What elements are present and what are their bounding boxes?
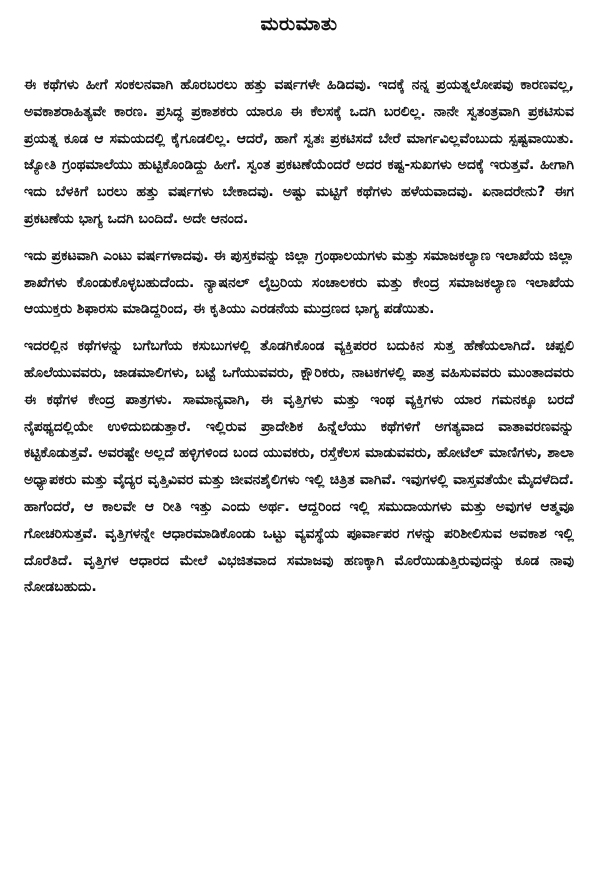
paragraph-1: ಈ ಕಥೆಗಳು ಹೀಗೆ ಸಂಕಲನವಾಗಿ ಹೊರಬರಲು ಹತ್ತು ವರ್ಷಗಳೇ ಹಿಡಿದವು. ಇದಕ್ಕೆ ನನ್ನ ಪ್ರಯತ್ನಲೋಪವು ಕಾರಣವಲ್ಲ, ಅವಕಾಶರಾಹಿತ್ಯವೇ ಕಾರಣ. ಪ್ರಸಿದ್ಧ ಪ್ರಕಾಶಕರು ಯಾರೂ ಈ ಕೆಲಸಕ್ಕೆ ಒದಗಿ ಬರಲಿಲ್ಲ. ನಾನೇ ಸ್ವತಂತ್ರವಾಗಿ ಪ್ರಕಟಿಸುವ ಪ್ರಯತ್ನ ಕೂಡ ಆ ಸಮಯದಲ್ಲಿ ಕೈಗೂಡಲಿಲ್ಲ. ಆದರೆ, ಹಾಗೆ ಸ್ವತಃ ಪ್ರಕಟಿಸದೆ ಬೇರೆ ಮಾರ್ಗವಿಲ್ಲವೆಂಬುದು ಸ್ಪಷ್ಟವಾಯಿತು. ಜ್ಯೋತಿ ಗ್ರಂಥಮಾಲೆಯು ಹುಟ್ಟಿಕೊಂಡಿದ್ದು ಹೀಗೆ. ಸ್ವಂತ ಪ್ರಕಟಣೆಯೆಂದರೆ ಅದರ ಕಷ್ಟ-ಸುಖಗಳು ಅದಕ್ಕೆ ಇರುತ್ತವೆ. ಹೀಗಾಗಿ ಇದು ಬೆಳಕಿಗೆ ಬರಲು ಹತ್ತು ವರ್ಷಗಳು ಬೇಕಾದವು. ಅಷ್ಟು ಮಟ್ಟಿಗೆ ಕಥೆಗಳು ಹಳೆಯವಾದವು. ಏನಾದರೇನು? ಈಗ ಪ್ರಕಟಣೆಯ ಭಾಗ್ಯ ಒದಗಿ ಬಂದಿದೆ. ಅದೇ ಆನಂದ. — [24, 77, 574, 227]
page-title: ಮರುಮಾತು — [260, 13, 338, 35]
paragraph-2: ಇದು ಪ್ರಕಟವಾಗಿ ಎಂಟು ವರ್ಷಗಳಾದವು. ಈ ಪುಸ್ತಕವನ್ನು ಜಿಲ್ಲಾ ಗ್ರಂಥಾಲಯಗಳು ಮತ್ತು ಸಮಾಜಕಲ್ಯಾಣ ಇಲಾಖೆಯ ಜಿಲ್ಲಾ ಶಾಖೆಗಳು ಕೊಂಡುಕೊಳ್ಳಬಹುದೆಂದು. ನ್ಯಾಷನಲ್ ಲೈಬ್ರರಿಯ ಸಂಚಾಲಕರು ಮತ್ತು ಕೇಂದ್ರ ಸಮಾಜಕಲ್ಯಾಣ ಇಲಾಖೆಯ ಆಯುಕ್ತರು ಶಿಫಾರಸು ಮಾಡಿದ್ದರಿಂದ, ಈ ಕೃತಿಯು ಎರಡನೆಯ ಮುದ್ರಣದ ಭಾಗ್ಯ ಪಡೆಯಿತು. — [24, 247, 574, 318]
paragraph-3: ಇದರಲ್ಲಿನ ಕಥೆಗಳನ್ನು ಬಗೆಬಗೆಯ ಕಸುಬುಗಳಲ್ಲಿ ತೊಡಗಿಕೊಂಡ ವ್ಯಕ್ತಿಪರರ ಬದುಕಿನ ಸುತ್ತ ಹೆಣೆಯಲಾಗಿದೆ. ಚಪ್ಪಲಿ ಹೊಲೆಯುವವರು, ಜಾಡಮಾಲಿಗಳು, ಬಟ್ಟೆ ಒಗೆಯುವವರು, ಕ್ಷೌರಿಕರು, ನಾಟಕಗಳಲ್ಲಿ ಪಾತ್ರ ವಹಿಸುವವರು ಮುಂತಾದವರು ಈ ಕಥೆಗಳ ಕೇಂದ್ರ ಪಾತ್ರಗಳು. ಸಾಮಾನ್ಯವಾಗಿ, ಈ ವೃತ್ತಿಗಳು ಮತ್ತು ಇಂಥ ವ್ಯಕ್ತಿಗಳು ಯಾರ ಗಮನಕ್ಕೂ ಬರದೆ ನೈಪಥ್ಯದಲ್ಲಿಯೇ ಉಳಿದುಬಿಡುತ್ತಾರೆ. ಇಲ್ಲಿರುವ ಪ್ರಾದೇಶಿಕ ಹಿನ್ನೆಲೆಯು ಕಥೆಗಳಿಗೆ ಅಗತ್ಯವಾದ ವಾತಾವರಣವನ್ನು ಕಟ್ಟಿಕೊಡುತ್ತವೆ. ಅವರಷ್ಟೇ ಅಲ್ಲದೆ ಹಳ್ಳಿಗಳಿಂದ ಬಂದ ಯುವಕರು, ರಸ್ತೆಕೆಲಸ ಮಾಡುವವರು, ಹೋಟೆಲ್ ಮಾಣಿಗಳು, ಶಾಲಾ ಅಧ್ಯಾಪಕರು ಮತ್ತು ವೈದ್ಯರ ವೃತ್ತಿವಿವರ ಮತ್ತು ಜೀವನಶೈಲಿಗಳು ಇಲ್ಲಿ ಚಿತ್ರಿತ ವಾಗಿವೆ. ಇವುಗಳಲ್ಲಿ ವಾಸ್ತವತೆಯೇ ಮೈದಳೆದಿದೆ. ಹಾಗೆಂದರೆ, ಆ ಕಾಲವೇ ಆ ರೀತಿ ಇತ್ತು ಎಂದು ಅರ್ಥ. ಆದ್ದರಿಂದ ಇಲ್ಲಿ ಸಮುದಾಯಗಳು ಮತ್ತು ಅವುಗಳ ಆತ್ಮವೂ ಗೋಚರಿಸುತ್ತವೆ. ವೃತ್ತಿಗಳನ್ನೇ ಆಧಾರಮಾಡಿಕೊಂಡು ಒಟ್ಟು ವ್ಯವಸ್ಥೆಯ ಪೂರ್ವಾಪರ ಗಳನ್ನು ಪರಿಶೀಲಿಸುವ ಅವಕಾಶ ಇಲ್ಲಿ ದೊರೆತಿದೆ. ವೃತ್ತಿಗಳ ಆಧಾರದ ಮೇಲೆ ವಿಭಜಿತವಾದ ಸಮಾಜವು ಹಣಕ್ಕಾಗಿ ಮೊರೆಯಿಡುತ್ತಿರುವುದನ್ನು ಕೂಡ ನಾವು ನೋಡಬಹುದು. — [24, 338, 574, 596]
